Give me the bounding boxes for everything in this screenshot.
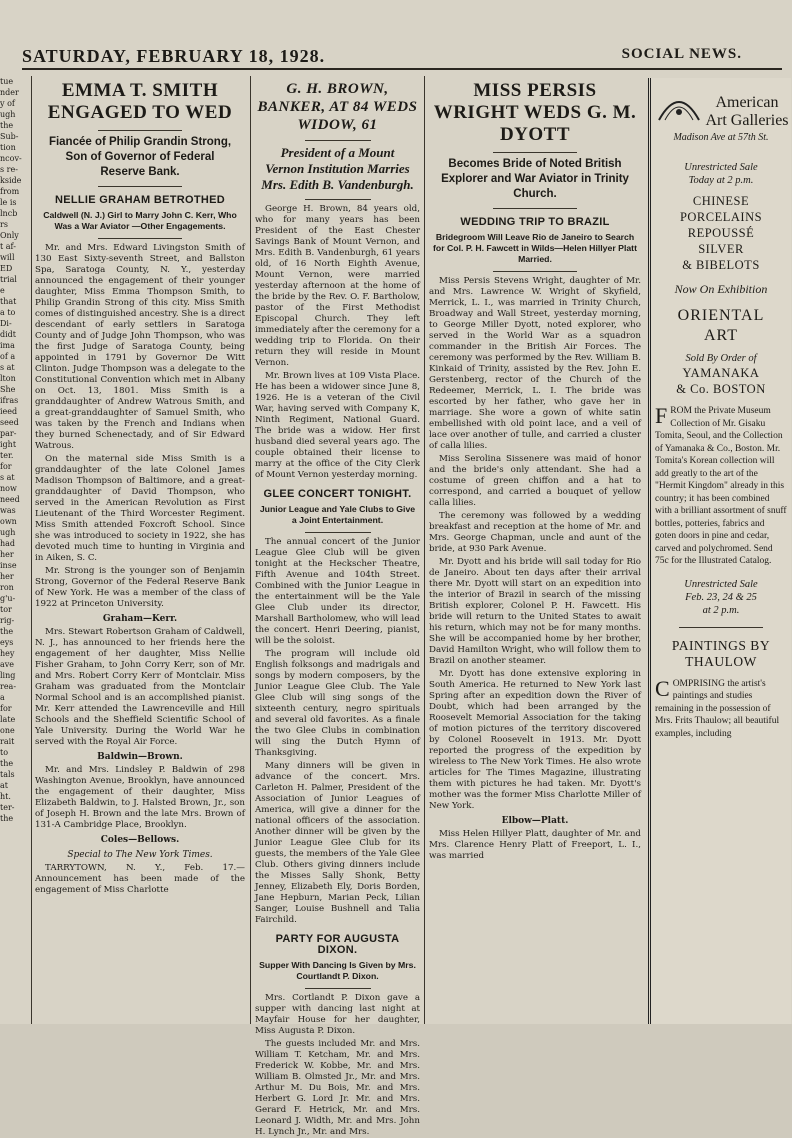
ad-title-line1: American [715, 94, 779, 111]
paragraph: Mr. and Mrs. Edward Livingston Smith of 130 East Sixty-seventh Street, and Ballston Spa, Saratoga County, N. Y., yesterday announced the engagement of their younger daughter, Miss Emma Thompson Smith, to Philip Grandin Strong of this city. Miss Smith comes of distinguished ancestry. She is a direct descendant of early settlers in Saratoga County and of Judge John Thompson, who was the first Judge of Saratoga County, being appointed in 1791 by Governor De Witt Clinton. Judge Thompson was a delegate to the Constitutional Convention which met in Albany on Oct. 13, 1801. Miss Smith is a granddaughter of Andrew Watrous Smith, and a great-granddaughter of Samuel Smith, who was taken by the French and Indians when they burned Schenectady, and of Sir Edward Watrous. [35, 243, 245, 451]
fragment-line: for [0, 704, 12, 713]
divider [98, 238, 182, 239]
collection-description [651, 405, 791, 568]
art-title: ART [703, 327, 739, 344]
divider [98, 186, 182, 187]
article-body [255, 993, 420, 1138]
article-body [429, 829, 641, 862]
fragment-line: the [0, 121, 14, 130]
subhead: PARTY FOR AUGUSTA DIXON. [275, 933, 400, 956]
column-fragment [0, 76, 28, 1024]
sale-item: PORCELAINS [679, 210, 763, 224]
fragment-line: of a [0, 352, 16, 361]
paragraph: TARRYTOWN, N. Y., Feb. 17.—Announcement has been made of the engagement of Miss Charlotte [35, 863, 245, 895]
fragment-line: rait [0, 737, 15, 746]
fragment-line: now [0, 484, 17, 493]
sale-item: REPOUSSÉ [687, 226, 755, 240]
fragment-line: was [0, 506, 16, 515]
paragraph: Mr. Dyott and his bride will sail today for Rio de Janeiro. About ten days after their arrival there Mr. Dyott will start on an expedition into the interior of Brazil in search of the missing British explorer, Colonel P. H. Fawcett. His bride will return to the United States to await his return, which may not be for many months. She will be accompanied home by her brother, David Hamilton Wright, who will follow them to Brazil on another steamer. [429, 557, 641, 666]
fragment-line: rea- [0, 682, 17, 691]
deck: President of a Mount Vernon Institution Marries Mrs. Edith B. Vandenburgh. [261, 145, 414, 192]
aaa-logo-icon [655, 90, 703, 122]
fragment-line: tals [0, 770, 15, 779]
fragment-line: had [0, 539, 16, 548]
paragraph: The program will include old English folksongs and madrigals and songs by modern composers, by the Junior League Glee Club. The Yale Glee Club will sing songs of the sixteenth century, negro spirituals and several old favorites. As a finale the two Glee Clubs in combination will sing the Dutch Hymn of Thanksgiving. [255, 649, 420, 758]
fragment-line: ugh [0, 110, 16, 119]
subhead: NELLIE GRAHAM BETROTHED [54, 194, 226, 206]
paragraph: Mr. and Mrs. Lindsley P. Baldwin of 298 Washington Avenue, Brooklyn, have announced the engagement of their daughter, Miss Elizabeth Baldwin, to J. Halsted Brown, Jr., son of Joseph H. Brown and the late Mrs. Brown of 131-A Cambridge Place, Brooklyn. [35, 765, 245, 830]
fragment-line: ht. [0, 792, 11, 801]
fragment-line: y of [0, 99, 15, 108]
deck: Bridegroom Will Leave Rio de Janeiro to Search for Col. P. H. Fawcett in Wilds—Helen Hillyer Platt Married. [433, 232, 637, 264]
fragment-line: e [0, 286, 5, 295]
fragment-line: ED [0, 264, 13, 273]
fragment-line: hey [0, 649, 15, 658]
sale-dates: Feb. 23, 24 & 25 [685, 591, 757, 603]
fragment-line: the [0, 627, 14, 636]
paragraph: Mr. Brown lives at 109 Vista Place. He has been a widower since June 8, 1926. He is a veteran of the Civil War, having served with Company K, Ninth Regiment, National Guard. The bride was a widow. Her first husband died several years ago. The couple obtained their license to marry at the office of the City Clerk of Mount Vernon yesterday morning. [255, 371, 420, 480]
paintings-description [651, 675, 791, 741]
divider [305, 199, 371, 200]
item-head: Graham—Kerr. [102, 614, 178, 624]
drop-cap: C [655, 675, 670, 701]
fragment-line: ter- [0, 803, 15, 812]
column-brown-wedding [255, 76, 420, 1137]
deck: Fiancée of Philip Grandin Strong, Son of Governor of Federal Reserve Bank. [48, 136, 232, 178]
article-body [429, 276, 641, 812]
fragment-line: the [0, 759, 14, 768]
fragment-line: lncb [0, 209, 18, 218]
paragraph: Miss Serolina Sissenere was maid of honor and the bride's only attendant. She had a costume of green chiffon and a hat to correspond, and carried a bouquet of yellow calla lilies. [429, 454, 641, 508]
item-head: Coles—Bellows. [100, 835, 180, 845]
fragment-line: rs [0, 220, 8, 229]
fragment-line: ron [0, 583, 14, 592]
thaulow: THAULOW [685, 653, 757, 669]
fragment-line: Sub- [0, 132, 19, 141]
paragraph: George H. Brown, 84 years old, who for many years has been President of the East Chester Savings Bank of Mount Vernon, and Mrs. Edith B. Vandenburgh, 61 years old, of 16 North Eighth Avenue, Mount Vernon, were married yesterday afternoon at the home of the bride by the Rev. O. F. Bartholow, pastor of the First Methodist Episcopal Church. They left immediately after the ceremony for a wedding trip to Florida. On their return they will reside in Mount Vernon. [255, 204, 420, 368]
paragraph: Miss Helen Hillyer Platt, daughter of Mr. and Mrs. Clarence Henry Platt of Freeport, L. I., was married [429, 829, 641, 861]
fragment-line: ugh [0, 528, 16, 537]
sale-time: at 2 p.m. [702, 604, 740, 616]
item-head: Elbow—Platt. [501, 816, 569, 826]
fragment-line: nder [0, 88, 19, 97]
fragment-line: a [0, 693, 5, 702]
sale-items [651, 193, 791, 273]
fragment-line: ling [0, 671, 16, 680]
fragment-line: ight [0, 440, 17, 449]
sale-item: CHINESE [692, 194, 750, 208]
fragment-line: Di- [0, 319, 12, 328]
fragment-line: own [0, 517, 17, 526]
divider [305, 532, 371, 533]
divider [493, 208, 578, 209]
yamanaka-boston: & Co. BOSTON [676, 382, 766, 396]
fragment-line: ter. [0, 451, 14, 460]
sale-notice: Unrestricted Sale [684, 162, 758, 173]
column-rule [424, 76, 425, 1024]
sale-item: SILVER [698, 242, 744, 256]
fragment-line: a to [0, 308, 16, 317]
headline: EMMA T. SMITH ENGAGED TO WED [47, 80, 233, 123]
fragment-line: ieed [0, 407, 18, 416]
fragment-line: par- [0, 429, 17, 438]
fragment-line: for [0, 462, 12, 471]
dateline-section: SOCIAL NEWS. [621, 46, 742, 62]
paragraph: The guests included Mr. and Mrs. William T. Ketcham, Mr. and Mrs. Frederick W. Kobbe, Mr. and Mrs. William B. Olmsted Jr., Mr. and Mrs. Arthur M. Du Bois, Mr. and Mrs. Herbert G. Lord Jr. Mr. and Mrs. Gerard F. Hetrick, Mr. and Mrs. Leonard J. Width, Mr. and Mrs. John H. Lynch Jr., Mr. and Mrs. [255, 1039, 420, 1137]
divider [305, 988, 371, 989]
fragment-line: tue [0, 77, 14, 86]
special-line: Special to The New York Times. [67, 850, 213, 860]
column-wright-wedding [429, 76, 641, 1024]
fragment-line: Only [0, 231, 19, 240]
fragment-line: ima [0, 341, 15, 350]
paragraph: Mr. Dyott has done extensive exploring in South America. He returned to New York last Spring after an expedition down the River of Doubt, which had been arranged by the Roosevelt Memorial Association for the taking of motion pictures of the territory discovered by Colonel Roosevelt in 1913. Mr. Dyott reported the progress of the expedition by wireless to The New York Times. He also wrote articles for The Times Magazine, illustrating them with pictures he had taken. Mr. Dyott's mother was the former Miss Charlotte Miller of New York. [429, 669, 641, 811]
article-body [35, 765, 245, 831]
deck: Becomes Bride of Noted British Explorer and War Aviator in Trinity Church. [441, 158, 629, 200]
paragraph: Mrs. Cortlandt P. Dixon gave a supper with dancing last night at Mayfair House for her daughter, Miss Augusta P. Dixon. [255, 993, 420, 1036]
art-galleries-advertisement [648, 78, 791, 1024]
paintings-by: PAINTINGS BY [671, 637, 771, 653]
collection-text: ROM the Private Museum Collection of Mr. Gisaku Tomita, Seoul, and the Collection of Yamanaka & Co., Boston. Mr. Tomita's Korean collection will add greatly to the art of the "Hermit Kingdom" already in this country; it has been combined with a brilliant assortment of snuff bottles, potteries, fabrics and goten doors in pine and cedar, carved and polychromed. Send 75c for the Illustrated Catalog. [655, 406, 787, 566]
exhibition-note: Now On Exhibition [674, 282, 768, 296]
fragment-line: tor [0, 605, 12, 614]
sale-time: Today at 2 p.m. [688, 175, 754, 186]
article-body [35, 627, 245, 748]
fragment-line: seed [0, 418, 19, 427]
deck: Caldwell (N. J.) Girl to Marry John C. Kerr, Who Was a War Aviator —Other Engagements. [43, 210, 237, 231]
paragraph: On the maternal side Miss Smith is a granddaughter of the late Colonel James Madison Thompson of Baltimore, and a great-granddaughter of David Thompson, who served in the American Revolution as First Lieutenant of the Third Worcester Regiment. Miss Smith attended Foxcroft School. Since she was introduced to society in 1922, she has devoted much time to hunting in Virginia and in Aiken, S. C. [35, 454, 245, 563]
fragment-line: that [0, 297, 17, 306]
fragment-line: didt [0, 330, 17, 339]
divider [493, 271, 578, 272]
fragment-line: rig- [0, 616, 15, 625]
divider [305, 140, 371, 141]
article-body [255, 204, 420, 481]
fragment-line: from [0, 187, 20, 196]
fragment-line: tion [0, 143, 16, 152]
fragment-line: one [0, 726, 15, 735]
dateline [22, 44, 782, 70]
paragraph: The ceremony was followed by a wedding breakfast and reception at the home of Mr. and Mrs. George Chapman, uncle and aunt of the bride, at 930 Park Avenue. [429, 511, 641, 554]
headline: MISS PERSIS WRIGHT WEDS G. M. DYOTT [433, 80, 637, 145]
paragraph: Mr. Strong is the younger son of Benjamin Strong, Governor of the Federal Reserve Bank of New York. He was a member of the class of 1922 at Princeton University. [35, 566, 245, 609]
headline: G. H. BROWN, BANKER, AT 84 WEDS WIDOW, 61 [257, 81, 418, 133]
paragraph: Miss Persis Stevens Wright, daughter of Mr. and Mrs. Lawrence W. Wright of Skyfield, Merrick, L. I., was married in Trinity Church, Broadway and Wall Street, yesterday morning, to George Miller Dyott, noted explorer, who served in the World War as a squadron commander in the British Air Forces. The ceremony was performed by the Rev. William B. Kinkaid of Trinity, assisted by the Rev. John E. Gerstenberg, rector of the Church of the Redeemer, Merrick, L. I. The bride was escorted by her father, who gave her in marriage. She wore a gown of white satin embellished with old point lace, and a veil of lace over another of tulle, and carried a cluster of calla lilies. [429, 276, 641, 451]
drop-cap: F [655, 403, 668, 428]
fragment-line: s at [0, 473, 15, 482]
fragment-line: le is [0, 198, 17, 207]
fragment-line: lton [0, 374, 16, 383]
fragment-line: her [0, 550, 14, 559]
fragment-line: g'u- [0, 594, 16, 603]
divider [98, 130, 182, 131]
sale-item: & BIBELOTS [682, 258, 760, 272]
fragment-line: need [0, 495, 20, 504]
deck: Junior League and Yale Clubs to Give a Joint Entertainment. [259, 504, 416, 525]
fragment-line: trial [0, 275, 17, 284]
dateline-date: SATURDAY, FEBRUARY 18, 1928. [22, 46, 326, 66]
fragment-line: at [0, 781, 8, 790]
fragment-line: She [0, 385, 16, 394]
subhead: WEDDING TRIP TO BRAZIL [460, 216, 610, 228]
fragment-line: the [0, 814, 14, 823]
oriental-title: ORIENTAL [677, 307, 765, 324]
paragraph: Many dinners will be given in advance of the concert. Mrs. Carleton H. Palmer, President of the Association of Junior Leagues of America, will give a dinner for the national officers of the association. Another dinner will be given by the Junior League Glee Club for its guests, the members of the Yale Glee Club. Others giving dinners include the Misses Sally Shonk, Betty Jenney, Elizabeth Ely, Doris Borden, Jane Hepburn, Marian Peck, Lilian Sanger, Louise Bushnell and Talia Fairchild. [255, 761, 420, 925]
article-body [35, 243, 245, 610]
deck: Supper With Dancing Is Given by Mrs. Courtlandt P. Dixon. [259, 960, 416, 981]
paragraph: Mrs. Stewart Robertson Graham of Caldwell, N. J., has announced to her friends here the engagement of her daughter, Miss Nellie Fisher Graham, to John Corry Kerr, son of Mr. and Mrs. Robert Corry Kerr of Montclair. Miss Graham was graduated from the Montclair Normal School and is an accomplished pianist. Mr. Kerr attended the Lawrenceville and Hill Schools and the Sheffield Scientific School of Yale University. During the World War he served with the Royal Air Force. [35, 627, 245, 747]
fragment-line: will [0, 253, 15, 262]
fragment-line: kside [0, 176, 22, 185]
paragraph: The annual concert of the Junior League Glee Club will be given tonight at the Heckscher Theatre, Fifth Avenue and 104th Street. Combined with the Junior League in the entertainment will be the Yale Glee Club under its director, Marshall Bartholomew, who will lead the concert. Henri Deering, pianist, will be the soloist. [255, 537, 420, 646]
fragment-line: t af- [0, 242, 16, 251]
fragment-line: s re- [0, 165, 18, 174]
fragment-line: late [0, 715, 16, 724]
fragment-line: ave [0, 660, 15, 669]
sold-by: Sold By Order of [685, 353, 757, 364]
yamanaka: YAMANAKA [682, 366, 760, 380]
column-rule [250, 76, 251, 1024]
article-body [255, 537, 420, 926]
sale-notice: Unrestricted Sale [684, 578, 758, 590]
divider [493, 152, 578, 153]
fragment-line: her [0, 572, 14, 581]
fragment-line: s at [0, 363, 15, 372]
divider [679, 627, 763, 628]
article-body [35, 863, 245, 896]
column-rule [31, 76, 32, 1024]
fragment-line: eys [0, 638, 14, 647]
fragment-line: inse [0, 561, 17, 570]
column-smith-engagement [35, 76, 245, 1024]
fragment-line: to [0, 748, 9, 757]
fragment-line: ifras [0, 396, 19, 405]
fragment-line: ncov- [0, 154, 22, 163]
paintings-text: OMPRISING the artist's paintings and studies remaining in the possession of Mrs. Frits Thaulow; all beautiful examples, including [655, 678, 780, 739]
item-head: Baldwin—Brown. [97, 752, 183, 762]
subhead: GLEE CONCERT TONIGHT. [263, 488, 412, 500]
ad-address: Madison Ave at 57th St. [673, 132, 769, 143]
ad-title-line2: Art Galleries [705, 112, 789, 129]
